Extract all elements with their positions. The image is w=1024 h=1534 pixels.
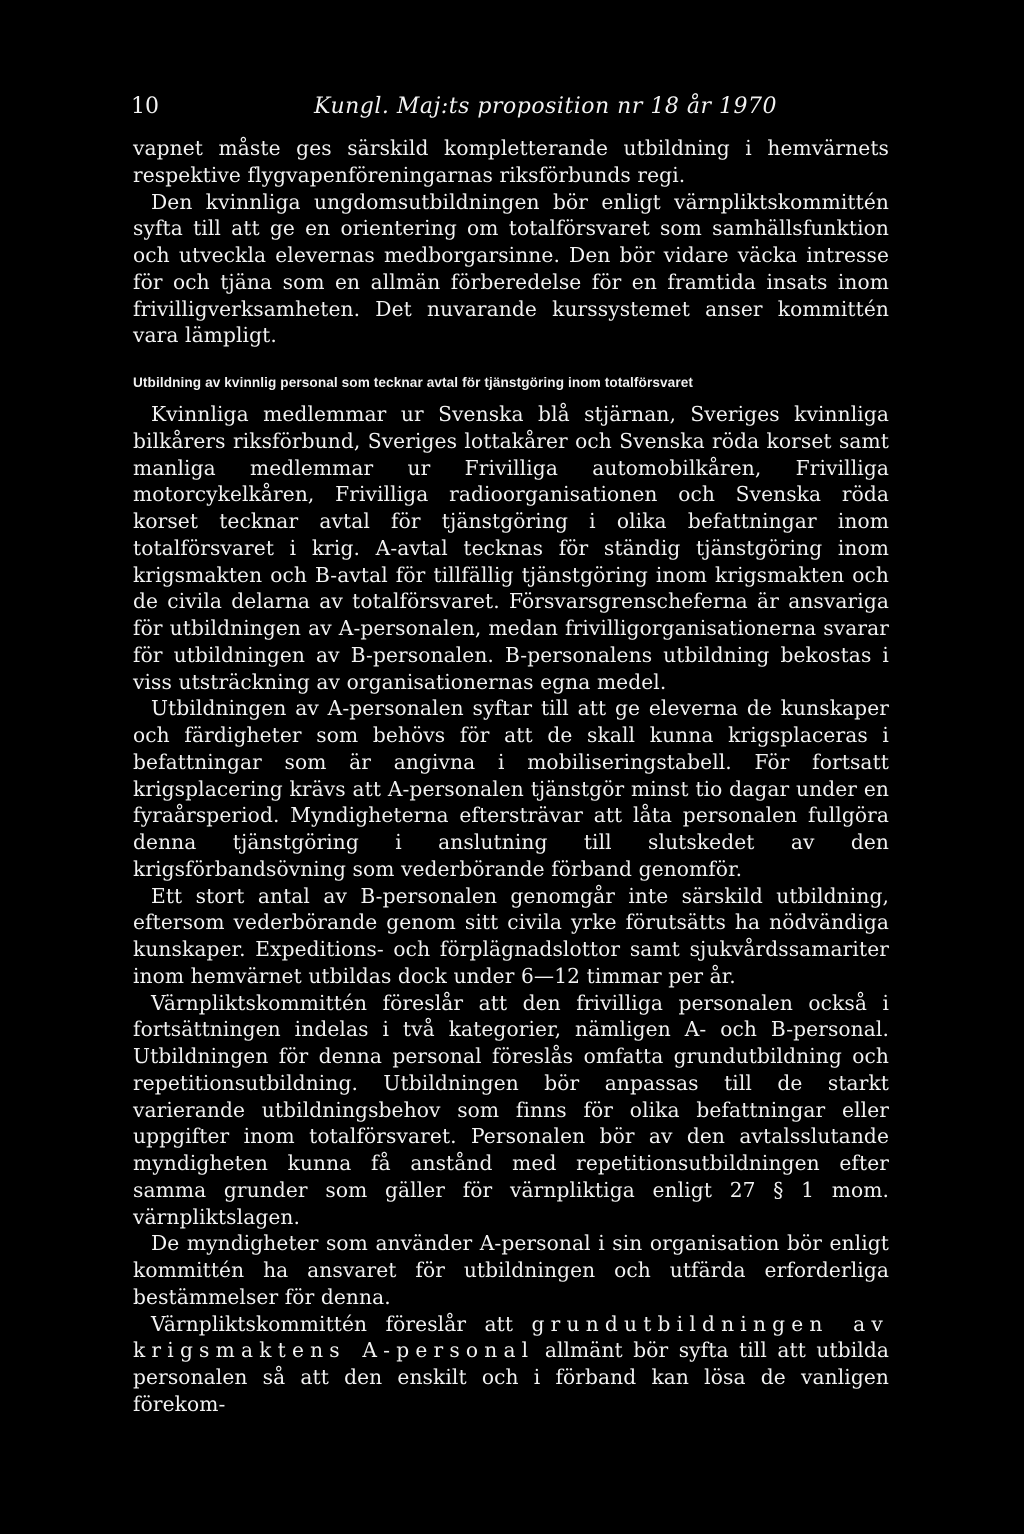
section-paragraph-a-personnel: Utbildningen av A-personalen syftar till att ge eleverna de kunskaper och färdigheter som behövs för att de skall kunna krigsplaceras i befattningar som är angivna i mobiliseringstabell. För fortsatt krigsplacering krävs att A-personalen tjänstgör minst tio dagar under en fyraårsperiod. Myndigheterna eftersträvar att låta personalen fullgöra denna tjänstgöring i anslutning till slutskedet av den krigsförbandsövning som vederbörande förband genomför. xyxy=(133,696,889,881)
document-page xyxy=(133,92,889,1418)
section-heading: Utbildning av kvinnlig personal som tecknar avtal för tjänstgöring inom totalförsvaret xyxy=(133,375,693,390)
running-title: Kungl. Maj:ts proposition nr 18 år 1970 xyxy=(314,94,777,119)
last-paragraph-lead: Värnpliktskommittén föreslår att xyxy=(151,1311,514,1336)
section-paragraph-basic-training xyxy=(133,1311,889,1418)
section-paragraph-authorities: De myndigheter som använder A-personal i sin organisation bör enligt kommittén ha ansvaret för utbildningen och utfärda erforderliga bestämmelser för denna. xyxy=(133,1231,889,1309)
spaced-emphasis: grundutbildningen av krigsmaktens A-personal xyxy=(133,1311,889,1363)
last-paragraph-tail: allmänt bör syfta till att utbilda personalen så att den enskilt och i förband kan lösa de vanligen förekom- xyxy=(133,1338,889,1416)
section-paragraph-contracts: Kvinnliga medlemmar ur Svenska blå stjärnan, Sveriges kvinnliga bilkårers riksförbund, Sveriges lottakårer och Svenska röda korset samt manliga medlemmar ur Frivilliga automobilkåren, Frivilliga motorcykelkåren, Frivilliga radioorganisationen och Svenska röda korset tecknar avtal för tjänstgöring i olika befattningar inom totalförsvaret i krig. A-avtal tecknas för ständig tjänstgöring inom krigsmakten och B-avtal för tillfällig tjänstgöring inom krigsmakten och de civila delarna av totalförsvaret. Försvarsgrenscheferna är ansvariga för utbildningen av A-personalen, medan frivilligorganisationerna svarar för utbildningen av B-personalen. B-personalens utbildning bekostas i viss utsträckning av organisationernas egna medel. xyxy=(133,402,889,694)
intro-paragraph-continued: vapnet måste ges särskild kompletterande utbildning i hemvärnets respektive flygvapenföreningarnas riksförbunds regi. xyxy=(133,136,889,187)
section-paragraph-proposal: Värnpliktskommittén föreslår att den frivilliga personalen också i fortsättningen indelas i två kategorier, nämligen A- och B-personal. Utbildningen för denna personal föreslås omfatta grundutbildning och repetitionsutbildning. Utbildningen bör anpassas till de starkt varierande utbildningsbehov som finns för olika befattningar eller uppgifter inom totalförsvaret. Personalen bör av den avtalsslutande myndigheten kunna få anstånd med repetitionsutbildningen efter samma grunder som gäller för värnpliktiga enligt 27 § 1 mom. värnpliktslagen. xyxy=(133,990,889,1229)
page-header xyxy=(133,92,889,128)
section-paragraph-b-personnel: Ett stort antal av B-personalen genomgår inte särskild utbildning, eftersom vederbörande genom sitt civila yrke förutsätts ha nödvändiga kunskaper. Expeditions- och förplägnadslottor samt sjukvårdssamariter inom hemvärnet utbildas dock under 6—12 timmar per år. xyxy=(133,883,889,988)
page-number: 10 xyxy=(131,94,159,119)
intro-paragraph-youth-training: Den kvinnliga ungdomsutbildningen bör enligt värnpliktskommittén syfta till att ge en orientering om totalförsvaret som samhällsfunktion och utveckla elevernas medborgarsinne. Den bör vidare väcka intresse för och tjäna som en allmän förberedelse för en framtida insats inom frivilligverksamheten. Det nuvarande kurssystemet anser kommittén vara lämpligt. xyxy=(133,189,889,348)
